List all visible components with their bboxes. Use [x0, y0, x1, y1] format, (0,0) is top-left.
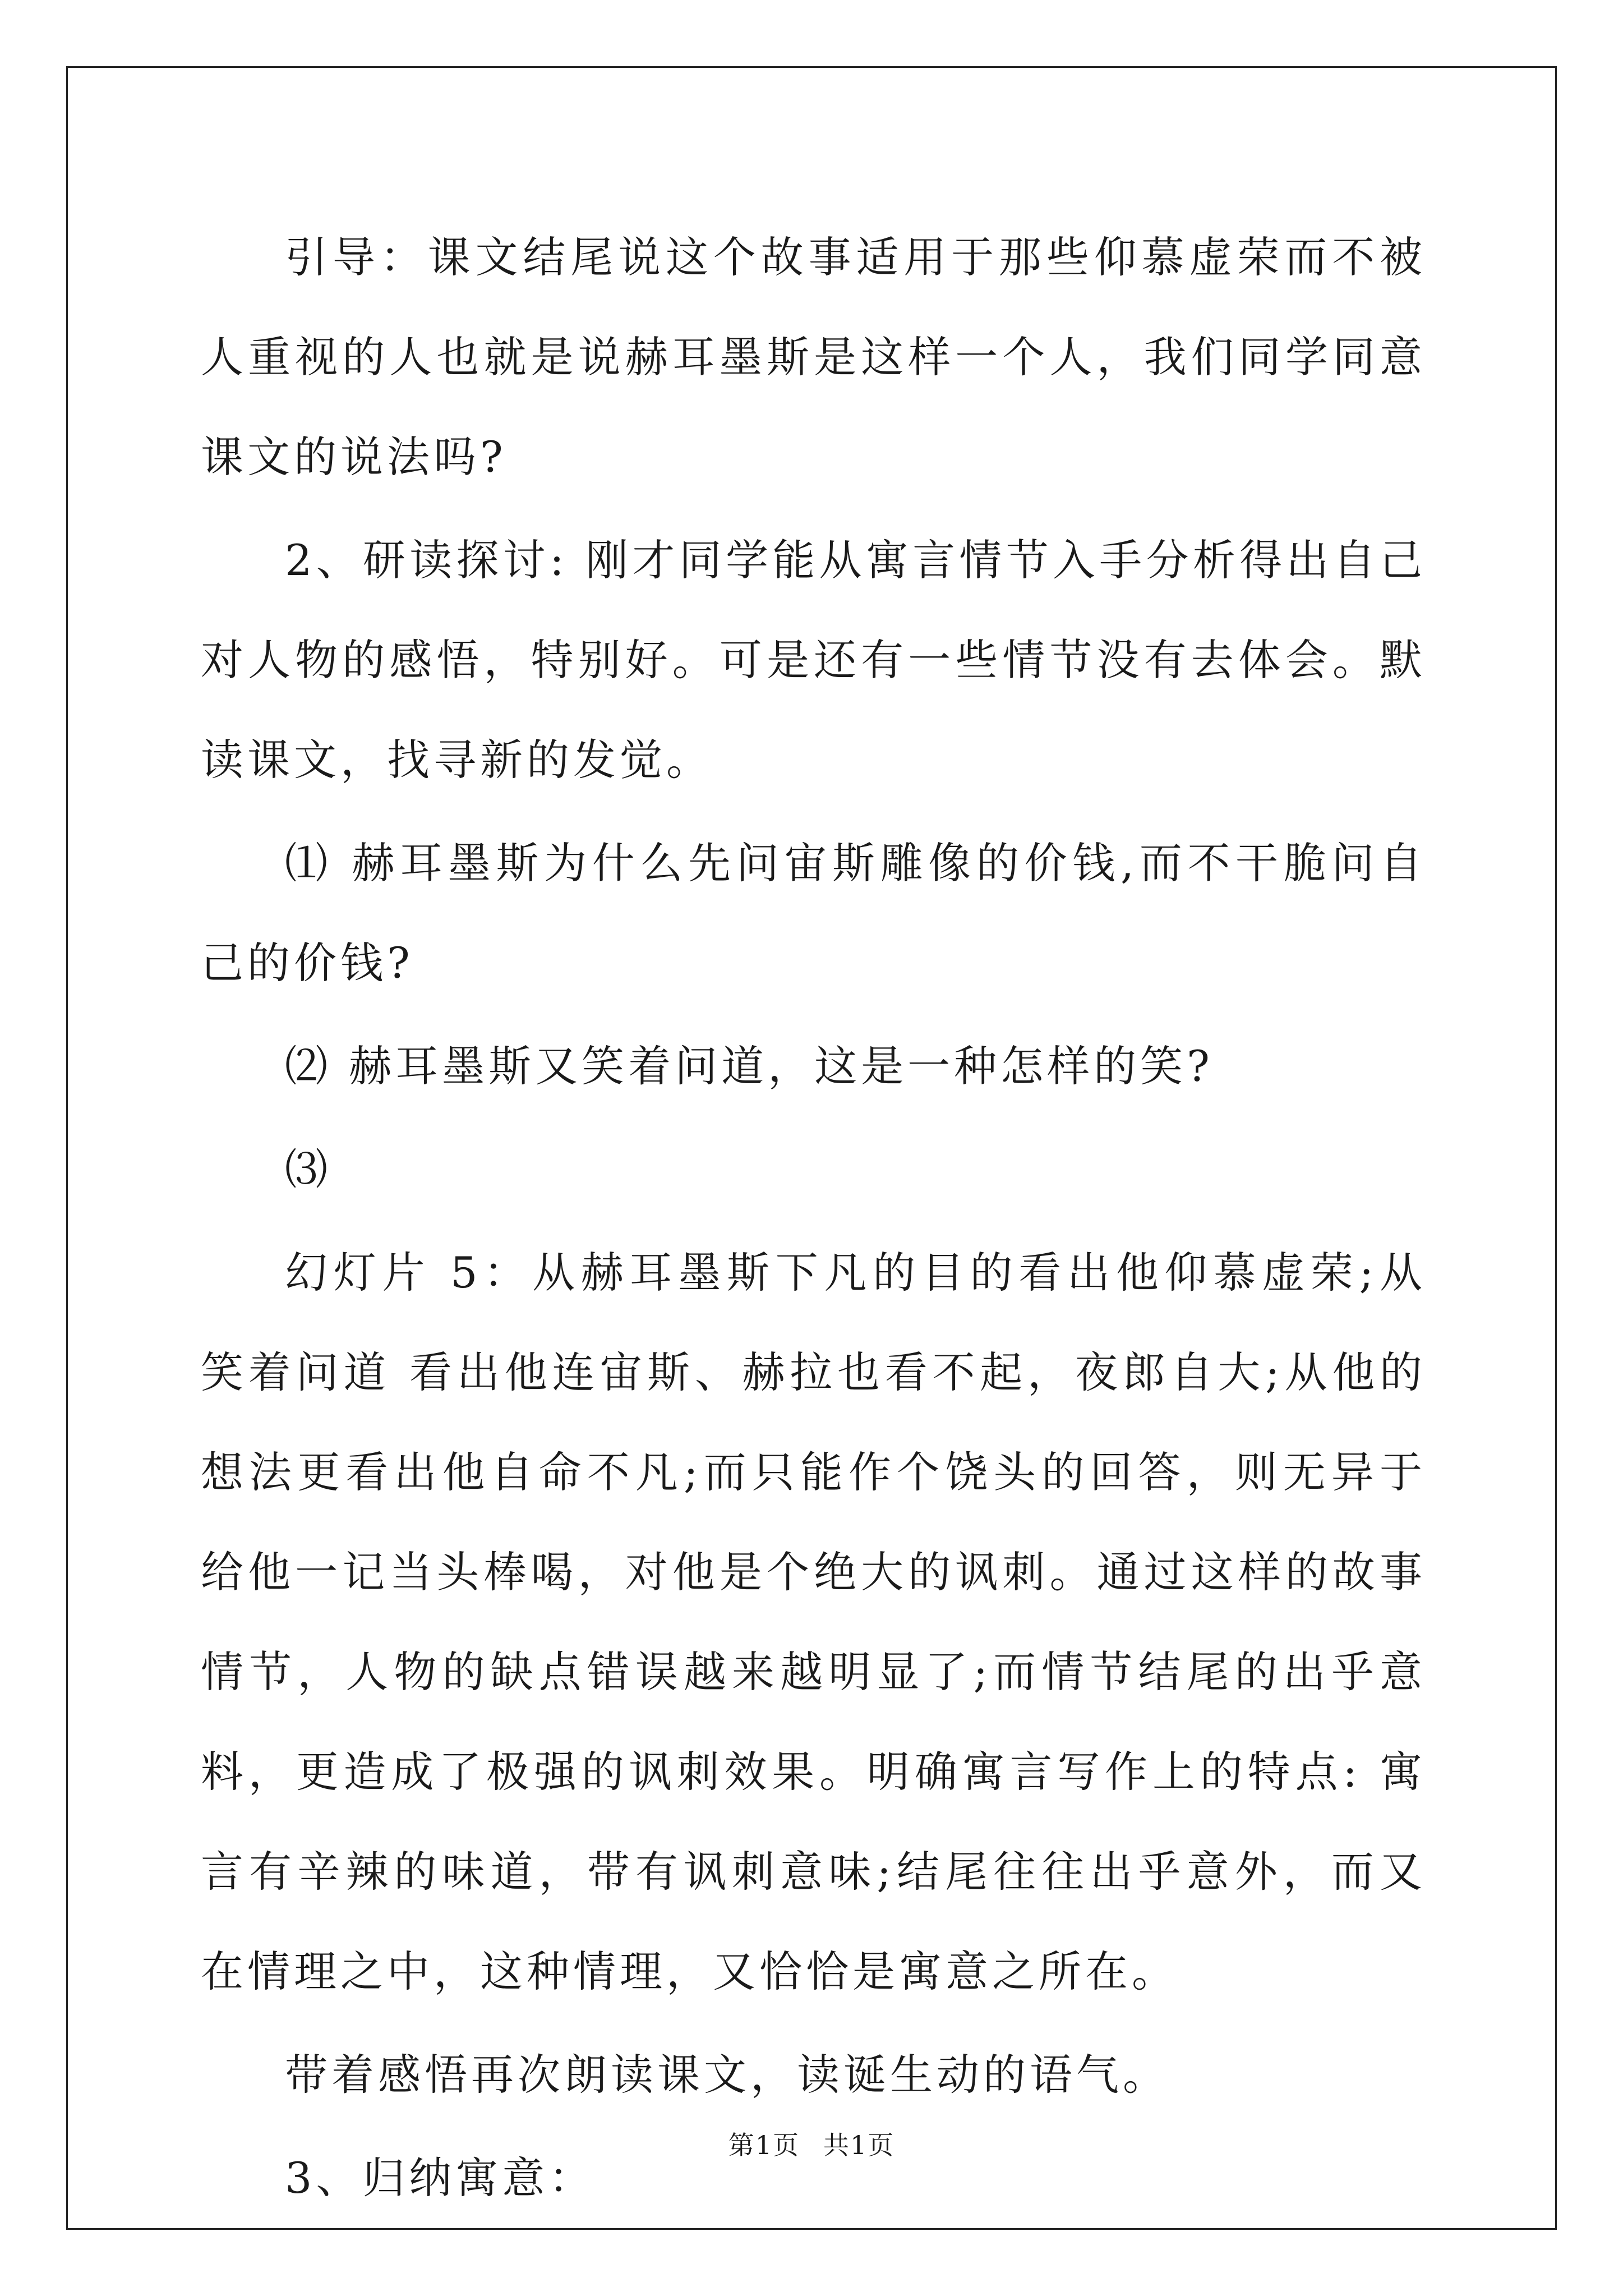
paragraph-question-3: ⑶: [285, 1144, 331, 1194]
paragraph-intro-question: 引导：课文结尾说这个故事适用于那些仰慕虚荣而不被人重视的人也就是说赫耳墨斯是这样一个人，我们同学同意课文的说法吗?: [201, 232, 1426, 482]
paragraph-question-1: ⑴ 赫耳墨斯为什么先问宙斯雕像的价钱,而不干脆问自己的价钱?: [201, 838, 1426, 988]
page-number: 第1页: [728, 2130, 800, 2160]
paragraph-slide-5: 幻灯片 5：从赫耳墨斯下凡的目的看出他仰慕虚荣;从 笑着问道 看出他连宙斯、赫拉也看不起，夜郎自大;从他的想法更看出他自命不凡;而只能作个饶头的回答，则无异于给他一记当头棒喝，对他是个绝大的讽刺。通过这样的故事情节，人物的缺点错误越来越明显了;而情节结尾的出乎意料，更造成了极强的讽刺效果。明确寓言写作上的特点: 寓言有辛辣的味道，带有讽刺意味;结尾往往出乎意外，而又在情理之中，这种情理，又恰恰是寓意之所在。: [201, 1248, 1426, 1996]
paragraph-summary-heading: 3、归纳寓意：: [285, 2153, 596, 2203]
page-total: 共1页: [823, 2130, 895, 2160]
page-footer: [0, 2125, 1623, 2162]
paragraph-question-2: ⑵ 赫耳墨斯又笑着问道，这是一种怎样的笑?: [285, 1041, 1214, 1091]
paragraph-study-discussion: 2、研读探讨: 刚才同学能从寓言情节入手分析得出自己对人物的感悟，特别好。可是还有一些情节没有去体会。默读课文，找寻新的发觉。: [201, 535, 1426, 785]
document-body: [201, 208, 1426, 2231]
paragraph-reread: 带着感悟再次朗读课文，读诞生动的语气。: [285, 2050, 1169, 2100]
